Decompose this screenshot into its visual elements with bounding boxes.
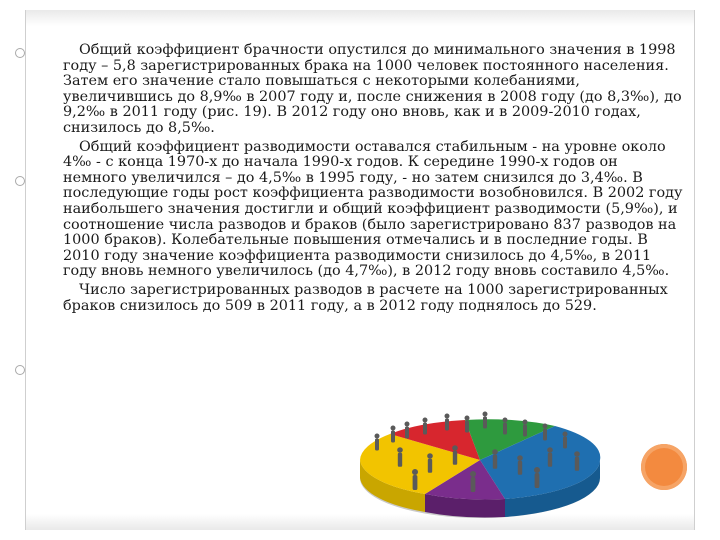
- bullet-ring-icon: [15, 365, 25, 375]
- frame-top-shadow: [26, 10, 694, 26]
- paragraph-divorces-per-marriages: Число зарегистрированных разводов в расчете на 1000 зарегистрированных браков снизилось до 509 в 2011 году, а в 2012 году поднялось до 529.: [63, 281, 668, 314]
- slide-body-text: [63, 43, 685, 317]
- paragraph-marriage-rate: Общий коэффициент брачности опустился до минимального значения в 1998 году – 5,8 зарегистрированных брака на 1000 человек постоянного населения. Затем его значение стало повышаться с некоторыми колебаниями, увеличившись до 8,9‰ в 2007 году и, после снижения в 2008 году (до 8,3‰), до 9,2‰ в 2011 году (рис. 19). В 2012 году оно вновь, как и в 2009-2010 годах, снизилось до 8,5‰.: [63, 42, 682, 136]
- people-pie-illustration: [355, 408, 605, 518]
- bullet-ring-icon: [15, 176, 25, 186]
- paragraph-divorce-rate: Общий коэффициент разводимости оставался стабильным - на уровне около 4‰ - с конца 1970-х до начала 1990-х годов. К середине 1990-х годов он немного увеличился – до 4,5‰ в 1995 году, - но затем снизился до 3,4‰. В последующие годы рост коэффициента разводимости возобновился. В 2002 году наибольшего значения достигли и общий коэффициент разводимости (5,9‰), и соотношение числа разводов и браков (было зарегистрировано 837 разводов на 1000 браков). Колебательные повышения отмечались и в последние годы. В 2010 году значение коэффициента разводимости снизилось до 4,5‰, в 2011 году вновь немного увеличилось (до 4,7‰), в 2012 году вновь составило 4,5‰.: [63, 138, 683, 280]
- orange-circle-decoration: [641, 444, 687, 490]
- bullet-ring-icon: [15, 48, 25, 58]
